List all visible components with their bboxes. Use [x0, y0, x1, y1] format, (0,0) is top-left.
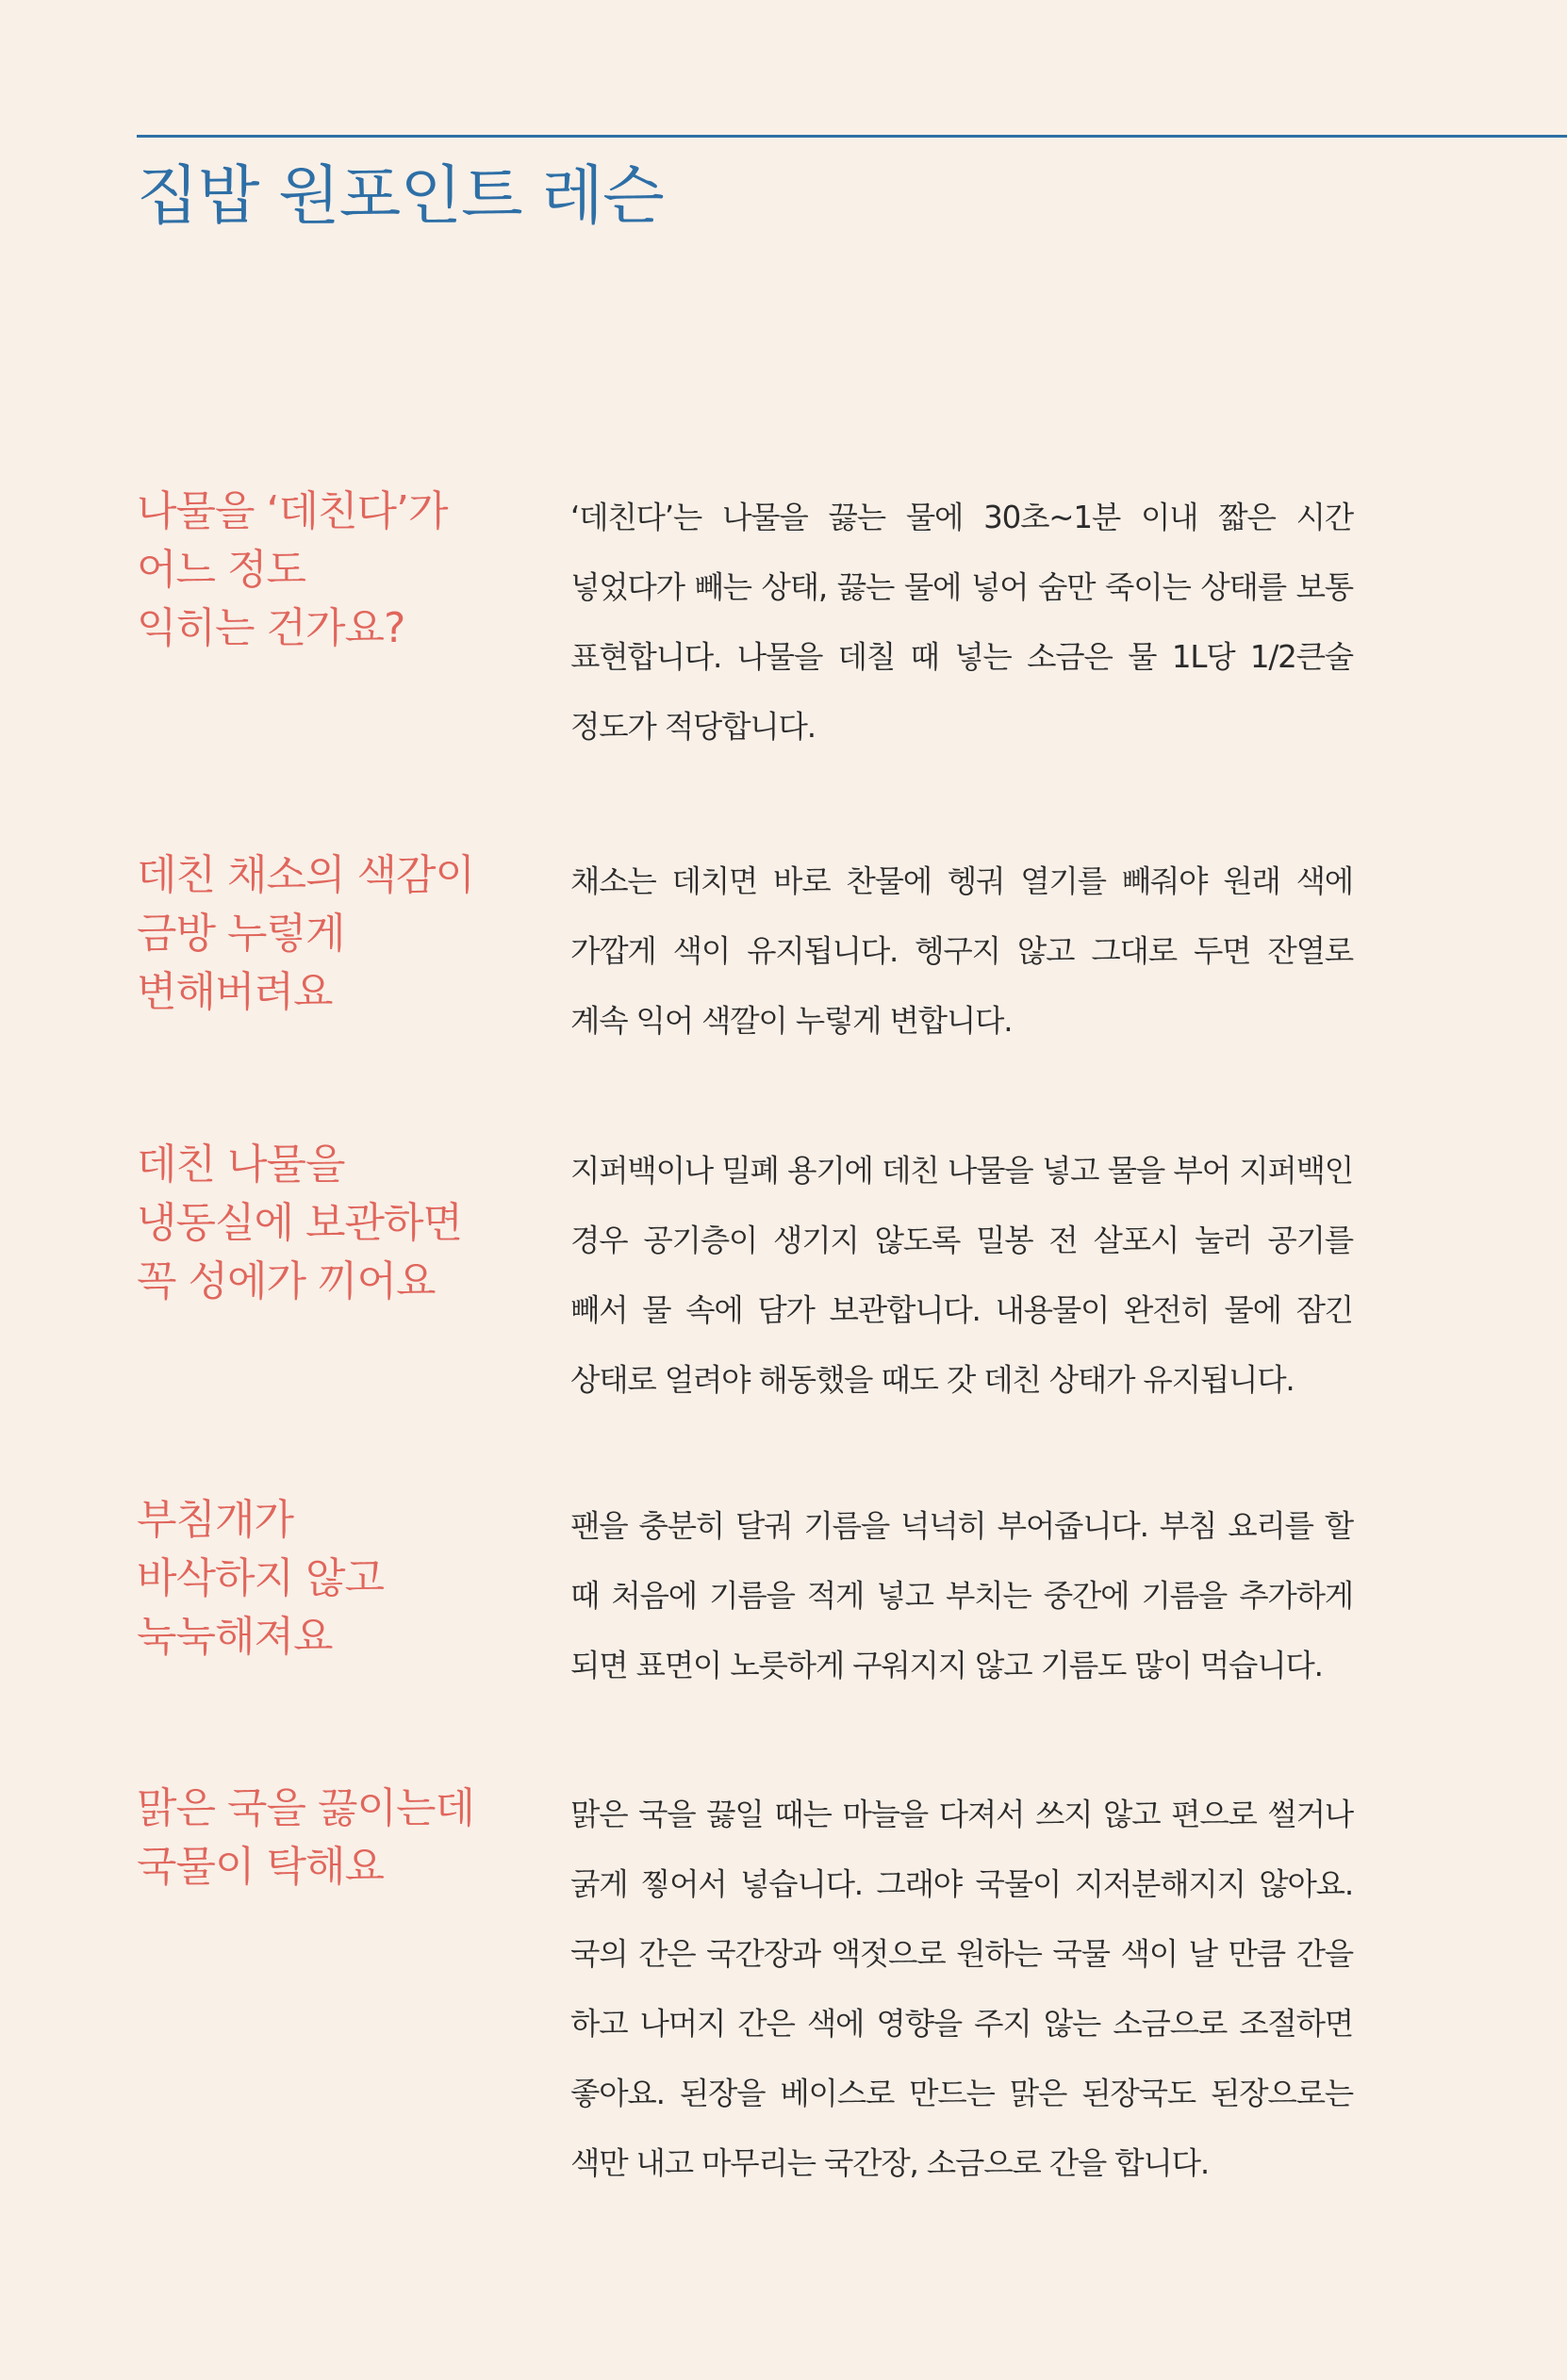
top-rule: [137, 135, 1567, 138]
answer: 팬을 충분히 달궈 기름을 넉넉히 부어줍니다. 부침 요리를 할 때 처음에 기름을 적게 넣고 부치는 중간에 기름을 추가하게 되면 표면이 노릇하게 구워지지 않고 기름도 많이 먹습니다.: [570, 1508, 1353, 1683]
answer: 채소는 데치면 바로 찬물에 헹궈 열기를 빼줘야 원래 색에 가깝게 색이 유지됩니다. 헹구지 않고 그대로 두면 잔열로 계속 익어 색깔이 누렇게 변합니다.: [570, 863, 1353, 1039]
question: 맑은 국을 끓이는데 국물이 탁해요: [137, 1784, 475, 1891]
answer: 맑은 국을 끓일 때는 마늘을 다져서 쓰지 않고 편으로 썰거나 굵게 찧어서 넣습니다. 그래야 국물이 지저분해지지 않아요. 국의 간은 국간장과 액젓으로 원하는 국물 색이 날 만큼 간을 하고 나머지 간은 색에 영향을 주지 않는 소금으로 조절하면 좋아요. 된장을 베이스로 만드는 맑은 된장국도 된장으로는 색만 내고 마무리는 국간장, 소금으로 간을 합니다.: [570, 1797, 1353, 2181]
question: 데친 나물을 냉동실에 보관하면 꼭 성에가 끼어요: [137, 1141, 463, 1305]
question: 데친 채소의 색감이 금방 누렇게 변해버려요: [137, 851, 475, 1016]
question: 나물을 ‘데친다’가 어느 정도 익히는 건가요?: [137, 487, 448, 652]
answer: 지퍼백이나 밀폐 용기에 데친 나물을 넣고 물을 부어 지퍼백인 경우 공기층이 생기지 않도록 밀봉 전 살포시 눌러 공기를 빼서 물 속에 담가 보관합니다. 내용물이 완전히 물에 잠긴 상태로 얼려야 해동했을 때도 갓 데친 상태가 유지됩니다.: [570, 1153, 1353, 1398]
question: 부침개가 바삭하지 않고 눅눅해져요: [137, 1496, 385, 1661]
page-title: 집밥 원포인트 레슨: [137, 159, 664, 234]
answer: ‘데친다’는 나물을 끓는 물에 30초~1분 이내 짧은 시간 넣었다가 빼는 상태, 끓는 물에 넣어 숨만 죽이는 상태를 보통 표현합니다. 나물을 데칠 때 넣는 소금은 물 1L당 1/2큰술 정도가 적당합니다.: [570, 500, 1353, 745]
